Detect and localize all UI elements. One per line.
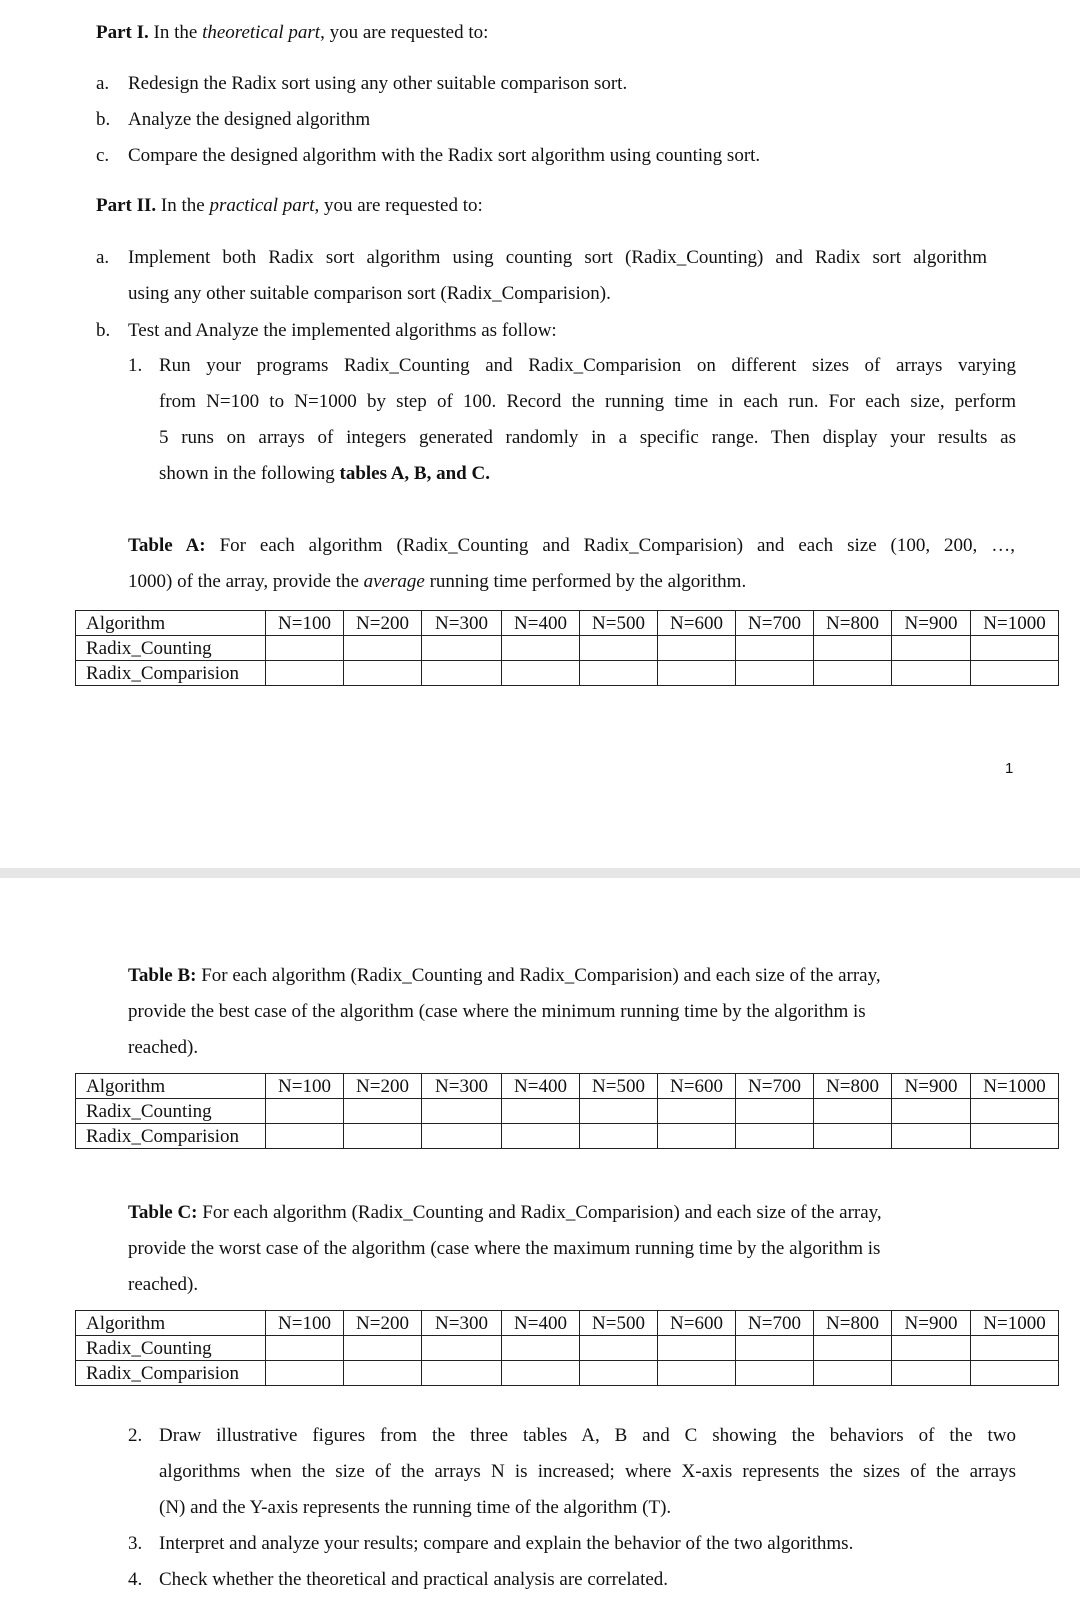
table-a-header-cell: N=400 — [502, 611, 580, 636]
part1-item-b-text: Analyze the designed algorithm — [128, 109, 371, 130]
table-a-caption-pre: 1000) of the array, provide the — [128, 571, 359, 592]
table-c-cell — [344, 1336, 422, 1361]
table-a-cell — [266, 661, 344, 686]
table-a-cell — [971, 636, 1059, 661]
step4-marker: 4. — [128, 1569, 143, 1590]
part2-intro-post: , you are requested to: — [314, 195, 483, 216]
table-b-cell — [422, 1124, 502, 1149]
table-a-row-comparision — [76, 661, 1059, 686]
table-a-header-cell: N=900 — [892, 611, 971, 636]
table-b-caption-line2: provide the best case of the algorithm (case where the minimum running time by the algorithm is — [128, 1001, 866, 1022]
part2-intro-pre: In the — [160, 195, 205, 216]
table-c-caption-line3: reached). — [128, 1274, 199, 1295]
page-break-divider — [0, 868, 1080, 878]
part2-intro-em: practical part — [209, 195, 315, 216]
part1-item-c-text: Compare the designed algorithm with the Radix sort algorithm using counting sort. — [128, 145, 761, 166]
part2-item-a-line1: Implement both Radix sort algorithm using counting sort (Radix_Counting) and Radix sort algorithm — [128, 247, 987, 268]
table-c-cell — [736, 1336, 814, 1361]
table-b-header-cell: N=700 — [736, 1074, 814, 1099]
part1-intro-post: , you are requested to: — [320, 22, 489, 43]
table-b-header-cell: N=600 — [658, 1074, 736, 1099]
table-a-header-row — [76, 611, 1059, 636]
table-b-row-label: Radix_Comparision — [76, 1124, 266, 1149]
table-b-caption-line1 — [128, 965, 881, 987]
part1-item-b-marker: b. — [96, 109, 111, 130]
part1-label: Part I. — [96, 22, 149, 43]
table-b-cell — [422, 1099, 502, 1124]
table-b-header-cell: N=1000 — [971, 1074, 1059, 1099]
table-b-cell — [892, 1099, 971, 1124]
table-a-cell — [344, 661, 422, 686]
table-a-cell — [736, 636, 814, 661]
table-c-cell — [892, 1361, 971, 1386]
table-a-caption-post: running time performed by the algorithm. — [429, 571, 747, 592]
table-b-header-cell: N=300 — [422, 1074, 502, 1099]
table-a-cell — [814, 636, 892, 661]
table-a-label: Table A: — [128, 535, 206, 556]
part2-heading — [96, 195, 483, 217]
table-c-row-comparision — [76, 1361, 1059, 1386]
step1-line4 — [159, 463, 490, 485]
table-b-caption-line3: reached). — [128, 1037, 199, 1058]
table-c-cell — [580, 1361, 658, 1386]
table-b-header-cell: N=800 — [814, 1074, 892, 1099]
table-a-cell — [580, 636, 658, 661]
table-c-caption-line2: provide the worst case of the algorithm (case where the maximum running time by the algorithm is — [128, 1238, 881, 1259]
table-b-cell — [580, 1124, 658, 1149]
table-a-header-cell: N=600 — [658, 611, 736, 636]
table-c-header-cell: N=900 — [892, 1311, 971, 1336]
step2-line2: algorithms when the size of the arrays N is increased; where X-axis represents the sizes of the arrays — [159, 1461, 1016, 1482]
table-a-row-counting — [76, 636, 1059, 661]
step2-line1: Draw illustrative figures from the three tables A, B and C showing the behaviors of the two — [159, 1425, 1016, 1446]
table-c-header-cell: Algorithm — [76, 1311, 266, 1336]
table-a-cell — [814, 661, 892, 686]
step1-line4-pre: shown in the following — [159, 463, 335, 484]
step3-marker: 3. — [128, 1533, 143, 1554]
table-a-cell — [422, 636, 502, 661]
table-a-header-cell: N=300 — [422, 611, 502, 636]
table-a-cell — [344, 636, 422, 661]
table-b-cell — [266, 1099, 344, 1124]
table-c-cell — [736, 1361, 814, 1386]
table-c-header-cell: N=600 — [658, 1311, 736, 1336]
table-a — [75, 610, 1059, 686]
table-c-caption-line1 — [128, 1202, 882, 1224]
table-a-header-cell: N=200 — [344, 611, 422, 636]
table-b-header-cell: N=900 — [892, 1074, 971, 1099]
table-c-header-cell: N=100 — [266, 1311, 344, 1336]
step4-text: Check whether the theoretical and practical analysis are correlated. — [159, 1569, 669, 1590]
table-b-row-counting — [76, 1099, 1059, 1124]
table-a-header-cell: N=100 — [266, 611, 344, 636]
step1-line4-bold: tables A, B, and C. — [339, 463, 490, 484]
part1-item-c-marker: c. — [96, 145, 110, 166]
table-b-cell — [736, 1124, 814, 1149]
page-number: 1 — [1005, 760, 1014, 777]
table-a-caption-line2 — [128, 571, 746, 593]
table-b-cell — [658, 1124, 736, 1149]
table-a-caption-text1: For each algorithm (Radix_Counting and Radix_Comparision) and each size (100, 200, …, — [219, 535, 1015, 556]
table-b-cell — [971, 1099, 1059, 1124]
table-a-cell — [422, 661, 502, 686]
table-b-cell — [892, 1124, 971, 1149]
table-b-cell — [658, 1099, 736, 1124]
table-c-cell — [580, 1336, 658, 1361]
table-b-header-cell: N=200 — [344, 1074, 422, 1099]
part1-heading — [96, 22, 488, 44]
step1-line3: 5 runs on arrays of integers generated randomly in a specific range. Then display your results as — [159, 427, 1016, 448]
table-b-row-label: Radix_Counting — [76, 1099, 266, 1124]
table-c-row-label: Radix_Comparision — [76, 1361, 266, 1386]
part1-intro-pre: In the — [153, 22, 198, 43]
table-a-cell — [502, 661, 580, 686]
table-c-cell — [658, 1361, 736, 1386]
table-b-header-cell: N=100 — [266, 1074, 344, 1099]
table-c-cell — [422, 1361, 502, 1386]
table-a-cell — [502, 636, 580, 661]
table-b-cell — [502, 1099, 580, 1124]
table-a-header-cell: Algorithm — [76, 611, 266, 636]
table-c-label: Table C: — [128, 1202, 198, 1223]
table-a-caption-em: average — [363, 571, 425, 592]
table-c-header-cell: N=500 — [580, 1311, 658, 1336]
part2-item-b-marker: b. — [96, 320, 111, 341]
step3-text: Interpret and analyze your results; compare and explain the behavior of the two algorithms. — [159, 1533, 854, 1554]
table-c-row-counting — [76, 1336, 1059, 1361]
table-a-cell — [658, 661, 736, 686]
table-b — [75, 1073, 1059, 1149]
table-b-header-row — [76, 1074, 1059, 1099]
table-a-header-cell: N=1000 — [971, 611, 1059, 636]
table-a-header-cell: N=800 — [814, 611, 892, 636]
table-b-cell — [736, 1099, 814, 1124]
table-c-header-cell: N=200 — [344, 1311, 422, 1336]
table-c-header-cell: N=400 — [502, 1311, 580, 1336]
part2-label: Part II. — [96, 195, 157, 216]
table-c-cell — [814, 1336, 892, 1361]
table-b-header-cell: N=500 — [580, 1074, 658, 1099]
part2-item-a-marker: a. — [96, 247, 110, 268]
table-a-cell — [892, 636, 971, 661]
table-a-cell — [892, 661, 971, 686]
table-a-caption-line1 — [128, 535, 1015, 557]
part1-intro-em: theoretical part — [202, 22, 321, 43]
table-b-label: Table B: — [128, 965, 197, 986]
step1-line1: Run your programs Radix_Counting and Radix_Comparision on different sizes of arrays varying — [159, 355, 1016, 376]
table-a-header-cell: N=700 — [736, 611, 814, 636]
table-b-row-comparision — [76, 1124, 1059, 1149]
table-c-cell — [971, 1361, 1059, 1386]
part1-item-a-text: Redesign the Radix sort using any other suitable comparison sort. — [128, 73, 628, 94]
table-c-header-cell: N=800 — [814, 1311, 892, 1336]
table-b-header-cell: N=400 — [502, 1074, 580, 1099]
table-a-row-label: Radix_Counting — [76, 636, 266, 661]
table-b-caption-text1: For each algorithm (Radix_Counting and Radix_Comparision) and each size of the array, — [201, 965, 881, 986]
table-c — [75, 1310, 1059, 1386]
table-a-cell — [971, 661, 1059, 686]
table-c-header-cell: N=700 — [736, 1311, 814, 1336]
part1-item-a-marker: a. — [96, 73, 110, 94]
table-b-cell — [580, 1099, 658, 1124]
table-b-cell — [971, 1124, 1059, 1149]
table-c-cell — [971, 1336, 1059, 1361]
table-b-cell — [814, 1124, 892, 1149]
table-a-row-label: Radix_Comparision — [76, 661, 266, 686]
table-a-header-cell: N=500 — [580, 611, 658, 636]
table-c-cell — [422, 1336, 502, 1361]
step1-line2: from N=100 to N=1000 by step of 100. Record the running time in each run. For each size, perform — [159, 391, 1016, 412]
table-c-cell — [502, 1361, 580, 1386]
table-c-header-cell: N=1000 — [971, 1311, 1059, 1336]
step2-marker: 2. — [128, 1425, 143, 1446]
table-b-cell — [344, 1124, 422, 1149]
part2-item-a-line2: using any other suitable comparison sort (Radix_Comparision). — [128, 283, 611, 304]
table-c-cell — [266, 1336, 344, 1361]
table-b-cell — [814, 1099, 892, 1124]
table-c-header-cell: N=300 — [422, 1311, 502, 1336]
step1-marker: 1. — [128, 355, 143, 376]
table-c-cell — [814, 1361, 892, 1386]
table-c-header-row — [76, 1311, 1059, 1336]
table-b-cell — [266, 1124, 344, 1149]
step2-line3: (N) and the Y-axis represents the running time of the algorithm (T). — [159, 1497, 672, 1518]
table-c-cell — [658, 1336, 736, 1361]
table-c-cell — [502, 1336, 580, 1361]
table-c-caption-text1: For each algorithm (Radix_Counting and Radix_Comparision) and each size of the array, — [202, 1202, 882, 1223]
table-a-cell — [736, 661, 814, 686]
table-c-cell — [266, 1361, 344, 1386]
table-a-cell — [580, 661, 658, 686]
table-b-header-cell: Algorithm — [76, 1074, 266, 1099]
table-c-cell — [892, 1336, 971, 1361]
table-a-cell — [266, 636, 344, 661]
table-c-cell — [344, 1361, 422, 1386]
table-b-cell — [502, 1124, 580, 1149]
table-b-cell — [344, 1099, 422, 1124]
part2-item-b-text: Test and Analyze the implemented algorithms as follow: — [128, 320, 557, 341]
table-a-cell — [658, 636, 736, 661]
table-c-row-label: Radix_Counting — [76, 1336, 266, 1361]
